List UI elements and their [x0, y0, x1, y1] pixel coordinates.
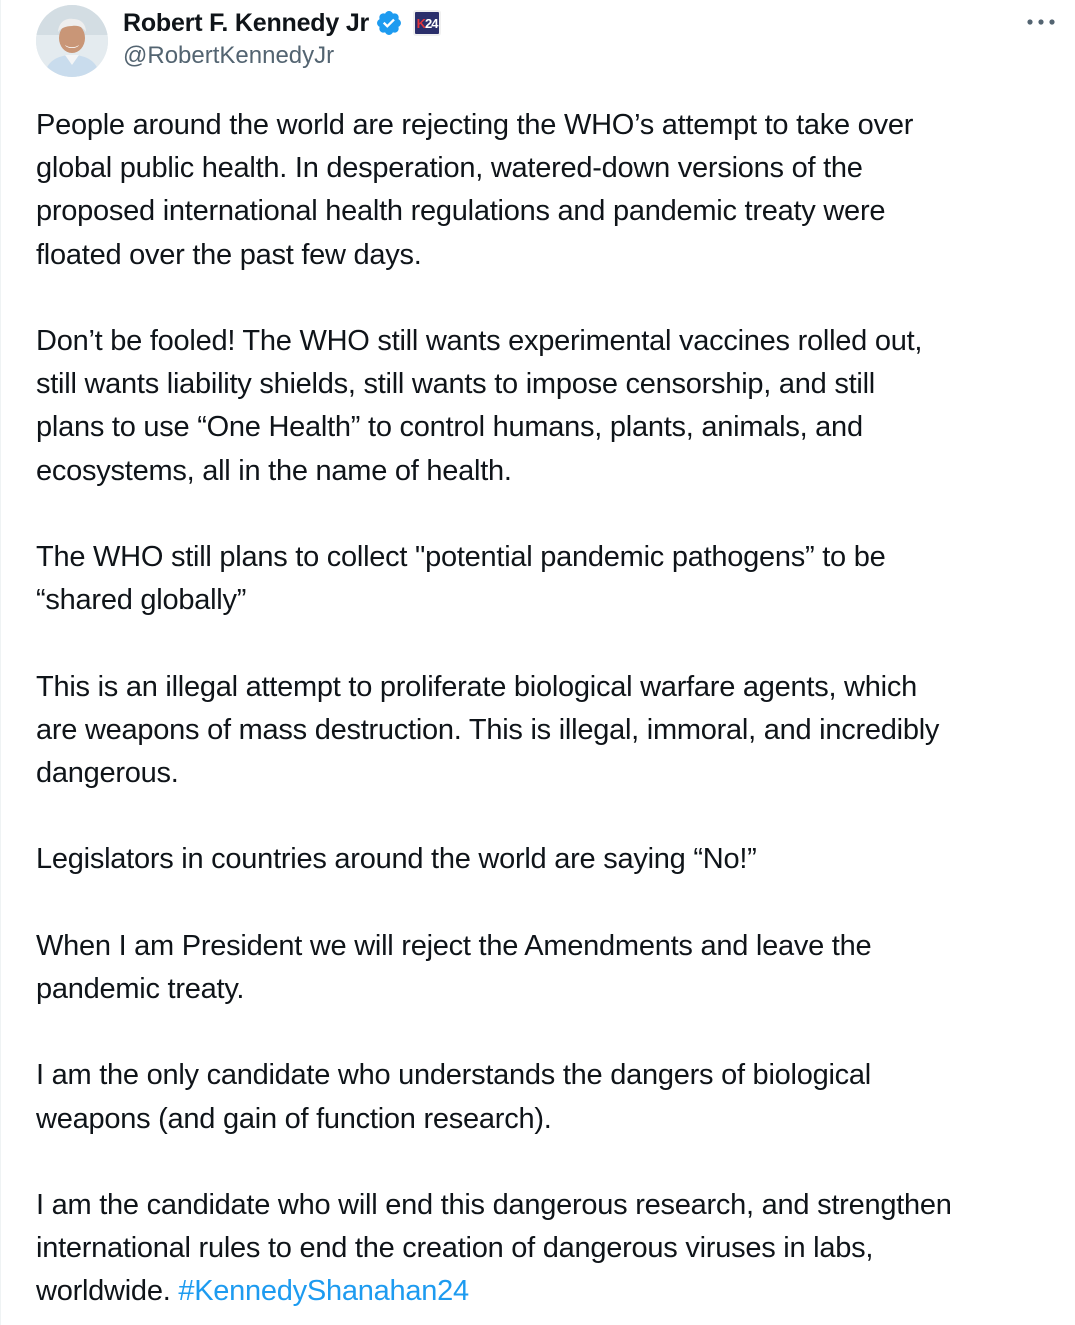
author-name-row — [123, 6, 441, 40]
author-handle[interactable]: @RobertKennedyJr — [123, 42, 335, 69]
affiliation-badge[interactable] — [413, 10, 441, 36]
more-options-icon[interactable] — [1023, 8, 1059, 36]
tweet-paragraph-4: This is an illegal attempt to proliferate biological warfare agents, which are weapons of mass destruction. This is illegal, immoral, and incredibly dangerous. — [36, 670, 940, 789]
tweet-paragraph-5: Legislators in countries around the world are saying “No!” — [36, 843, 757, 876]
affiliation-badge-number: 24 — [425, 15, 438, 31]
profile-photo — [36, 5, 108, 77]
tweet-paragraph-2: Don’t be fooled! The WHO still wants experimental vaccines rolled out, still wants liability shields, still wants to impose censorship, and still plans to use “One Health” to control humans, plants, animals, and ecosystems, all in the name of health. — [36, 325, 923, 487]
tweet-text — [36, 104, 1066, 1314]
affiliation-badge-letter: K — [416, 15, 426, 31]
verified-badge-icon[interactable] — [375, 9, 403, 37]
tweet-paragraph-8 — [36, 1184, 1066, 1314]
author-avatar[interactable] — [36, 5, 108, 77]
hashtag-link[interactable]: #KennedyShanahan24 — [178, 1275, 469, 1308]
tweet-paragraph-3: The WHO still plans to collect "potential pandemic pathogens” to be “shared globally” — [36, 541, 886, 617]
author-display-name[interactable]: Robert F. Kennedy Jr — [123, 8, 370, 37]
tweet-paragraph-8-text: I am the candidate who will end this dangerous research, and strengthen international rules to end the creation of dangerous viruses in labs, worldwide. — [36, 1188, 952, 1308]
tweet-paragraph-7: I am the only candidate who understands the dangers of biological weapons (and gain of function research). — [36, 1059, 871, 1135]
tweet-paragraph-1: People around the world are rejecting the WHO’s attempt to take over global public health. In desperation, watered-down versions of the proposed international health regulations and pandemic treaty were floated over the past few days. — [36, 109, 914, 271]
tweet-paragraph-6: When I am President we will reject the Amendments and leave the pandemic treaty. — [36, 929, 872, 1005]
